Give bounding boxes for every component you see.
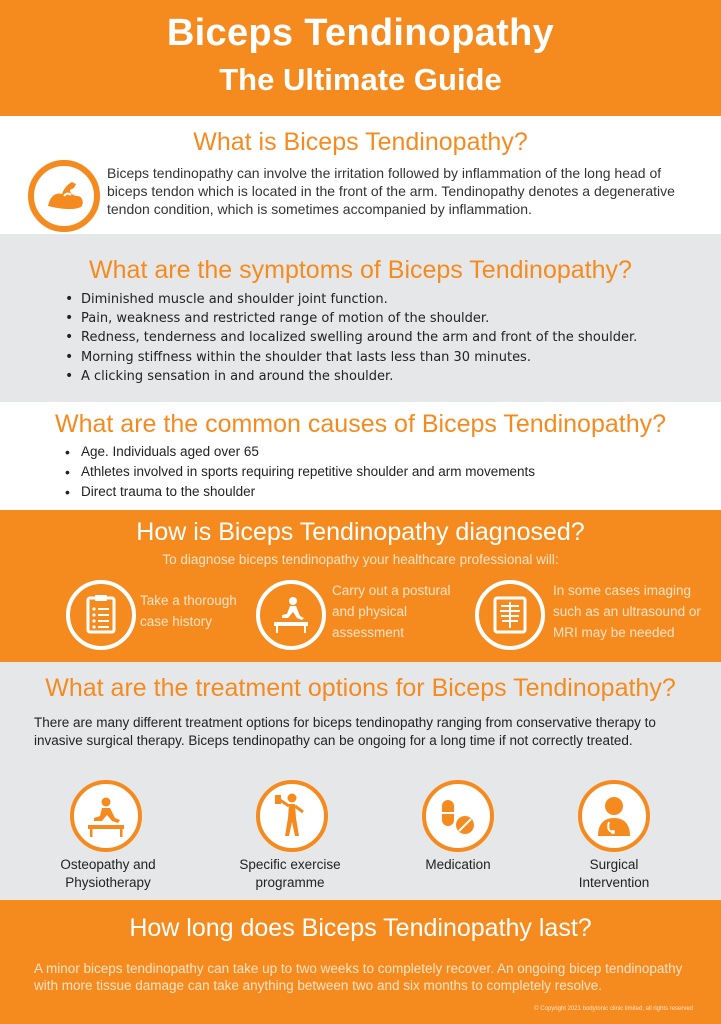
what-is-section — [0, 116, 721, 234]
list-item: • Morning stiffness within the shoulder that lasts less than 30 minutes. — [63, 348, 637, 367]
duration-text: A minor biceps tendinopathy can take up to two weeks to completely recover. An ongoing bicep tendinopathy with more tissue damage can take anything between two and six months to completely resolve. — [34, 961, 683, 993]
surgeon-icon — [578, 780, 650, 852]
copyright-notice: © Copyright 2021 bodytonic clinic limited, all rights reserved — [534, 1006, 693, 1012]
page-subtitle: The Ultimate Guide — [219, 62, 502, 97]
treatment-option-label: Surgical Intervention — [578, 857, 650, 890]
list-item: • Redness, tenderness and localized swelling around the arm and front of the shoulder. — [63, 328, 637, 347]
list-item: • Direct trauma to the shoulder — [63, 482, 535, 502]
diagnosis-subheading: To diagnose biceps tendinopathy your healthcare professional will: — [162, 552, 559, 567]
treatment-option-label: Osteopathy and Physiotherapy — [60, 857, 156, 890]
treatment-intro: There are many different treatment options for biceps tendinopathy ranging from conservative therapy to invasive surgical therapy. Biceps tendinopathy can be ongoing for a long time if not correctly treated. — [34, 715, 656, 748]
list-item: • A clicking sensation in and around the shoulder. — [63, 367, 637, 386]
symptoms-section — [0, 234, 721, 402]
xray-icon — [475, 580, 545, 650]
diagnosis-step-3-text: In some cases imaging such as an ultrasound or MRI may be needed — [553, 583, 701, 640]
treatment-heading: What are the treatment options for Biceps Tendinopathy? — [45, 674, 676, 702]
causes-heading: What are the common causes of Biceps Tendinopathy? — [55, 410, 666, 438]
clipboard-icon — [66, 580, 136, 650]
header-banner — [0, 0, 721, 116]
list-item: • Athletes involved in sports requiring repetitive shoulder and arm movements — [63, 462, 535, 482]
diagnosis-heading: How is Biceps Tendinopathy diagnosed? — [136, 518, 585, 546]
what-is-text: Biceps tendinopathy can involve the irritation followed by inflammation of the long head of biceps tendon which is located in the front of the arm. Tendinopathy denotes a degenerative tendon condition, which is sometimes accompanied by inflammation. — [107, 165, 675, 217]
treatment-option-label: Medication — [425, 857, 491, 872]
physical-assessment-icon — [256, 580, 326, 650]
list-item: • Age. Individuals aged over 65 — [63, 442, 535, 462]
causes-section — [0, 402, 721, 510]
duration-heading: How long does Biceps Tendinopathy last? — [129, 914, 592, 942]
symptoms-heading: What are the symptoms of Biceps Tendinopathy? — [89, 256, 632, 284]
duration-section — [0, 900, 721, 1024]
symptoms-list — [63, 290, 637, 386]
page-title: Biceps Tendinopathy — [166, 12, 555, 54]
osteopathy-icon — [70, 780, 142, 852]
causes-list — [63, 442, 535, 502]
exercise-icon — [256, 780, 328, 852]
what-is-heading: What is Biceps Tendinopathy? — [193, 128, 528, 156]
list-item: • Pain, weakness and restricted range of motion of the shoulder. — [63, 309, 637, 328]
flexed-arm-icon — [28, 160, 100, 232]
list-item: • Diminished muscle and shoulder joint function. — [63, 290, 637, 309]
treatment-section — [0, 662, 721, 900]
diagnosis-section — [0, 510, 721, 662]
diagnosis-step-1-text: Take a thorough case history — [140, 593, 237, 629]
diagnosis-step-2-text: Carry out a postural and physical assessment — [332, 583, 451, 640]
medication-icon — [422, 780, 494, 852]
treatment-option-label: Specific exercise programme — [239, 857, 341, 890]
